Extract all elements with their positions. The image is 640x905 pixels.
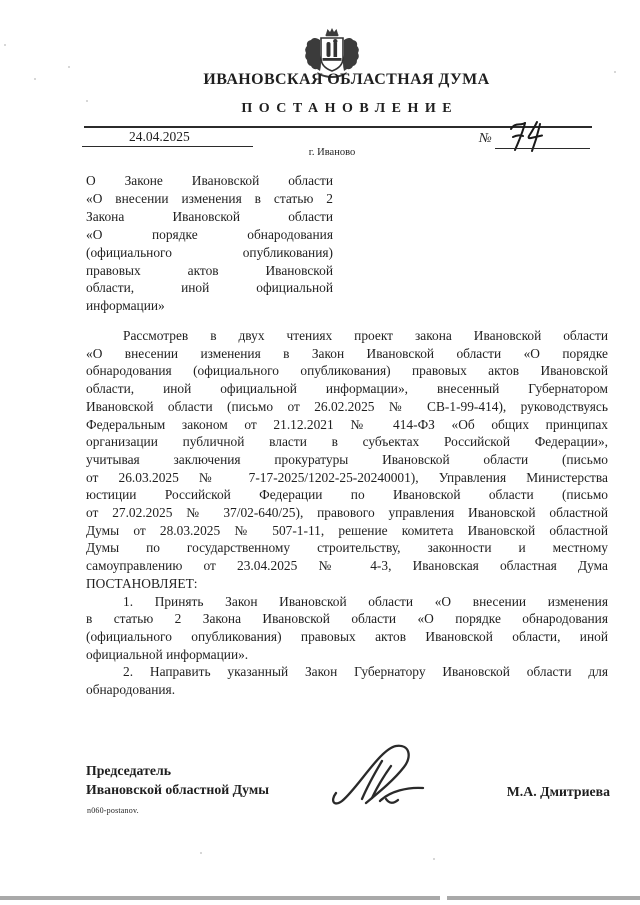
resolution-body-text — [86, 327, 608, 699]
title-block — [86, 172, 333, 315]
signatory-position — [86, 762, 269, 799]
text-line: в статью 2 Закона Ивановской области «О порядке обнародования — [86, 611, 608, 627]
signatory-position-line2: Ивановской областной Думы — [86, 781, 270, 797]
text-line: обнародования. — [86, 682, 176, 698]
text-line: от 27.02.2025 № 37/02-640/25), правового управления Ивановской областной — [86, 505, 608, 521]
document-type-title: ПОСТАНОВЛЕНИЕ — [241, 101, 459, 116]
scan-speck — [68, 66, 70, 68]
text-line: «О внесении изменения в статью 2 — [86, 190, 333, 206]
text-line: обнародования (официального опубликования) правовых актов Ивановской — [86, 363, 608, 379]
signature-autograph — [328, 741, 428, 811]
text-line: самоуправлению от 23.04.2025 № 4-3, Ивановская областная Дума — [86, 558, 608, 574]
text-line: Думы по государственному строительству, законности и местному — [86, 540, 608, 556]
file-reference-note: n060-postanov. — [87, 806, 139, 815]
signatory-name: М.А. Дмитриева — [506, 784, 610, 799]
text-line: юстиции Российской Федерации по Ивановской области (письмо — [86, 487, 608, 503]
text-line: 2. Направить указанный Закон Губернатору Ивановской области для — [123, 664, 608, 680]
text-line: от 26.03.2025 № 7-17-2025/1202-25-20240001), Управления Министерства — [86, 469, 608, 485]
scan-speck — [34, 78, 36, 80]
scan-speck — [614, 71, 616, 73]
text-line: «О внесении изменения в Закон Ивановской области «О порядке — [86, 345, 608, 361]
text-line: официальной информации». — [86, 646, 249, 662]
text-line: области, иной официальной информации», внесенный Губернатором — [86, 381, 608, 397]
text-line: (официального опубликования) правовых актов Ивановской области, иной — [86, 628, 608, 644]
number-sign-label: № — [479, 130, 492, 145]
signatory-position-line1: Председатель — [86, 763, 172, 778]
scan-speck — [200, 852, 202, 854]
organization-name: ИВАНОВСКАЯ ОБЛАСТНАЯ ДУМА — [203, 71, 490, 88]
text-line: О Законе Ивановской области — [86, 173, 333, 188]
scan-speck — [86, 100, 88, 102]
text-line: правовых актов Ивановской — [86, 262, 333, 278]
text-line: организации публичной власти в субъектах Российской Федерации», — [86, 434, 608, 450]
scan-speck — [4, 44, 6, 46]
text-line: Федеральным законом от 21.12.2021 № 414-ФЗ «Об общих принципах — [86, 416, 608, 432]
scan-edge-line — [447, 896, 640, 900]
text-line: (официального опубликования) — [86, 244, 333, 260]
text-line: ПОСТАНОВЛЯЕТ: — [86, 575, 198, 591]
text-line: Закона Ивановской области — [86, 208, 333, 224]
text-line: Рассмотрев в двух чтениях проект закона Ивановской области — [123, 328, 608, 343]
text-line: 1. Принять Закон Ивановской области «О внесении изменения — [123, 593, 608, 609]
text-line: Думы от 28.03.2025 № 507-1-11, решение комитета Ивановской областной — [86, 522, 608, 538]
scan-edge-line — [0, 896, 440, 900]
text-line: «О порядке обнародования — [86, 226, 333, 242]
text-line: Ивановской области (письмо от 26.02.2025 № СВ-1-99-414), руководствуясь — [86, 398, 608, 414]
city-label: г. Иваново — [308, 147, 356, 158]
scan-speck — [433, 858, 435, 860]
text-line: учитывая заключения прокуратуры Ивановской области (письмо — [86, 451, 608, 467]
text-line: области, иной официальной — [86, 280, 333, 296]
document-date: 24.04.2025 — [129, 129, 190, 144]
text-line: информации» — [86, 298, 165, 314]
scan-speck — [570, 608, 572, 610]
